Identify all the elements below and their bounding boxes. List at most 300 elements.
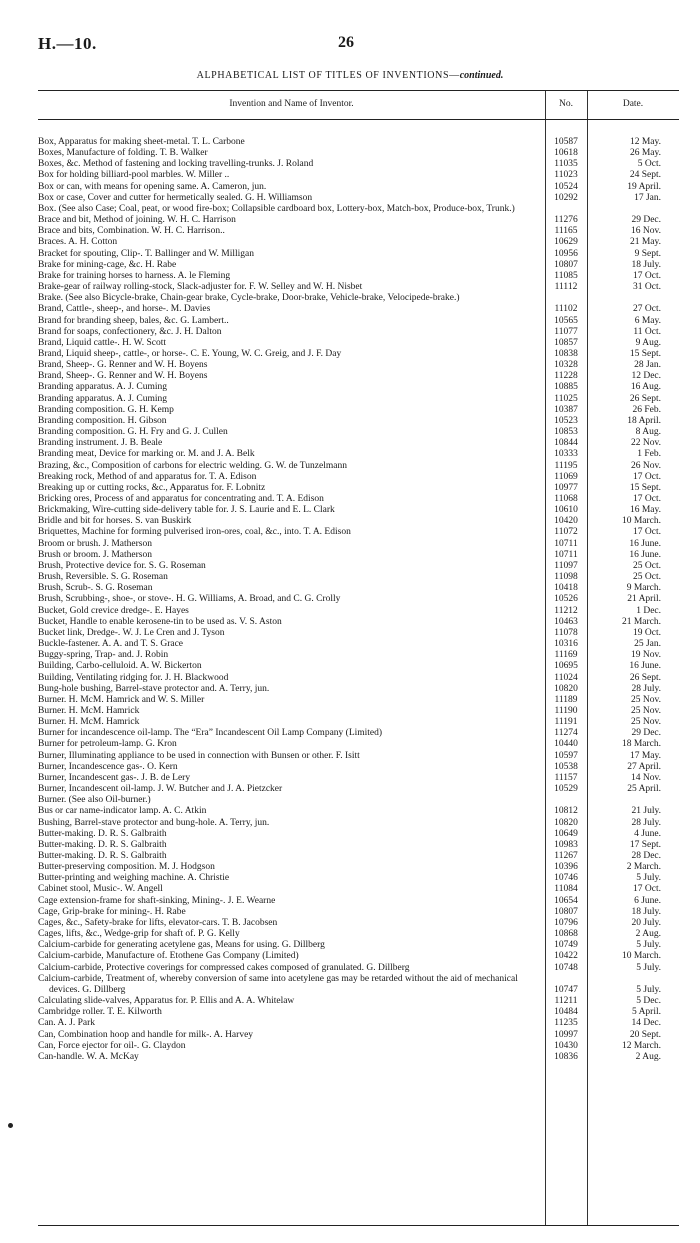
patent-date: 17 May. xyxy=(629,750,661,761)
patent-number: 11085 xyxy=(554,270,578,281)
patent-date: 5 April. xyxy=(631,1007,661,1018)
patent-date: 17 Oct. xyxy=(633,884,661,895)
patent-date: 6 June. xyxy=(634,895,661,906)
table-row xyxy=(38,561,679,572)
patent-date: 12 May. xyxy=(629,137,661,147)
patent-date: 28 July. xyxy=(631,817,661,828)
table-row xyxy=(38,282,679,293)
invention-title: Bucket link, Dredge-. W. J. Le Cren and J. Tyson xyxy=(38,627,225,638)
inventions-table xyxy=(38,90,679,1226)
table-row xyxy=(38,840,679,851)
table-row xyxy=(38,1007,679,1018)
patent-date: 25 Nov. xyxy=(631,717,661,728)
patent-number: 11165 xyxy=(554,226,578,237)
patent-number: 11191 xyxy=(554,717,578,728)
invention-title: Box or can, with means for opening same. A. Cameron, jun. xyxy=(38,181,267,192)
table-row xyxy=(38,271,679,282)
patent-number: 11098 xyxy=(554,572,578,583)
patent-number: 11211 xyxy=(554,996,578,1007)
invention-title: Breaking rock, Method of and apparatus for. T. A. Edison xyxy=(38,471,257,482)
patent-date: 20 Sept. xyxy=(629,1029,661,1040)
invention-title: Brand, Liquid sheep-, cattle-, or horse-. C. E. Young, W. C. Greig, and J. F. Day xyxy=(38,348,342,359)
invention-title: Calculating slide-valves, Apparatus for. P. Ellis and A. A. Whitelaw xyxy=(38,996,295,1007)
patent-number: 11169 xyxy=(554,650,578,661)
table-row xyxy=(38,461,679,472)
table-row xyxy=(38,728,679,739)
patent-date: 15 Sept. xyxy=(629,482,661,493)
table-row xyxy=(38,773,679,784)
invention-title: Burner for incandescence oil-lamp. The “Era” Incandescent Oil Lamp Company (Limited) xyxy=(38,728,383,739)
table-row xyxy=(38,706,679,717)
patent-date: 6 May. xyxy=(634,315,661,326)
table-row xyxy=(38,606,679,617)
column-header-no: No. xyxy=(559,99,573,109)
column-header-invention: Invention and Name of Inventor. xyxy=(229,99,354,109)
patent-date: 5 July. xyxy=(636,940,661,951)
table-row xyxy=(38,684,679,695)
table-row xyxy=(38,204,679,215)
table-row xyxy=(38,795,679,806)
patent-number: 10328 xyxy=(554,360,578,371)
invention-title: Can. A. J. Park xyxy=(38,1018,95,1029)
invention-title: Bracket for spouting, Clip-. T. Ballinger and W. Milligan xyxy=(38,248,255,259)
invention-title: Burner, Incandescent oil-lamp. J. W. Butcher and J. A. Pietzcker xyxy=(38,784,283,795)
patent-date: 26 May. xyxy=(629,148,661,159)
patent-number: 10610 xyxy=(554,505,578,516)
table-row xyxy=(38,907,679,918)
patent-date: 17 Oct. xyxy=(633,527,661,538)
patent-number: 11235 xyxy=(554,1018,578,1029)
patent-date: 17 Oct. xyxy=(633,494,661,504)
patent-number: 10587 xyxy=(554,137,578,147)
invention-title: Branding composition. G. H. Kemp xyxy=(38,404,174,415)
patent-number: 10747 xyxy=(554,984,578,995)
invention-title: Brush, Scrubbing-, shoe-, or stove-. H. G. Williams, A. Broad, and C. G. Crolly xyxy=(38,594,341,605)
patent-number: 10983 xyxy=(554,839,578,850)
table-row xyxy=(38,717,679,728)
invention-title: Cages, &c., Safety-brake for lifts, elevator-cars. T. B. Jacobsen xyxy=(38,917,278,928)
invention-title: Brake for mining-cage, &c. H. Rabe xyxy=(38,259,177,270)
table-body xyxy=(38,137,679,1063)
patent-date: 16 June. xyxy=(629,549,661,560)
table-row xyxy=(38,1041,679,1052)
invention-title: Box or case, Cover and cutter for hermetically sealed. G. H. Williamson xyxy=(38,192,313,203)
table-row xyxy=(38,527,679,538)
invention-title: Can-handle. W. A. McKay xyxy=(38,1051,139,1062)
invention-title: Brake for training horses to harness. A. le Fleming xyxy=(38,270,231,281)
invention-title: Branding meat, Device for marking or. M. and J. A. Belk xyxy=(38,449,255,460)
invention-title: Cage extension-frame for shaft-sinking, Mining-. J. E. Wearne xyxy=(38,895,276,906)
table-row xyxy=(38,873,679,884)
patent-date: 12 March. xyxy=(621,1040,661,1051)
invention-title: Brush, Protective device for. S. G. Roseman xyxy=(38,560,206,571)
invention-title: Cambridge roller. T. E. Kilworth xyxy=(38,1007,162,1018)
table-row xyxy=(38,661,679,672)
patent-date: 9 Sept. xyxy=(634,248,661,259)
page-number: 26 xyxy=(338,34,354,51)
patent-number: 11212 xyxy=(554,605,578,616)
patent-date: 29 Dec. xyxy=(631,728,661,739)
patent-date: 15 Sept. xyxy=(629,348,661,359)
invention-title: Breaking up or cutting rocks, &c., Apparatus for. F. Lobnitz xyxy=(38,482,266,493)
invention-title: Building, Carbo-celluloid. A. W. Bickerton xyxy=(38,661,202,672)
invention-title: Bung-hole bushing, Barrel-stave protector and. A. Terry, jun. xyxy=(38,683,270,694)
table-row xyxy=(38,996,679,1007)
invention-title: Broom or brush. J. Matherson xyxy=(38,538,152,549)
patent-number: 10526 xyxy=(554,594,578,605)
patent-number: 10836 xyxy=(554,1051,578,1062)
patent-date: 1 Dec. xyxy=(636,605,661,616)
patent-date: 19 Nov. xyxy=(631,650,661,661)
invention-title: Calcium-carbide, Manufacture of. Etothene Gas Company (Limited) xyxy=(38,951,299,962)
table-row xyxy=(38,316,679,327)
patent-date: 9 Aug. xyxy=(635,337,661,348)
patent-number: 11084 xyxy=(554,884,578,895)
invention-title: Bridle and bit for horses. S. van Buskirk xyxy=(38,516,192,527)
patent-date: 5 July. xyxy=(636,962,661,973)
patent-number: 11023 xyxy=(554,170,578,181)
patent-number: 11097 xyxy=(554,560,578,571)
patent-date: 14 Dec. xyxy=(631,1018,661,1029)
patent-number: 11035 xyxy=(554,159,578,170)
table-row xyxy=(38,405,679,416)
patent-date: 9 March. xyxy=(626,583,661,594)
table-row xyxy=(38,159,679,170)
invention-title: Calcium-carbide for generating acetylene gas, Means for using. G. Dillberg xyxy=(38,940,325,951)
patent-date: 25 Nov. xyxy=(631,694,661,705)
invention-title: Box. (See also Case; Coal, peat, or wood fire-box; Collapsible cardboard box, Lottery-box, Match-box, Produce-box, Trunk.) xyxy=(38,203,515,214)
patent-number: 11157 xyxy=(554,772,578,783)
table-row xyxy=(38,896,679,907)
patent-date: 16 June. xyxy=(629,661,661,672)
invention-title: Brush or broom. J. Matherson xyxy=(38,549,152,560)
table-row xyxy=(38,963,679,974)
patent-date: 28 Dec. xyxy=(631,851,661,861)
patent-date: 1 Feb. xyxy=(637,449,661,460)
patent-date: 10 March. xyxy=(621,516,661,527)
invention-title: Boxes, &c. Method of fastening and locking travelling-trunks. J. Roland xyxy=(38,159,314,170)
patent-number: 11195 xyxy=(554,460,578,471)
patent-number: 11024 xyxy=(554,672,578,683)
table-row xyxy=(38,829,679,840)
invention-title: Cabinet stool, Music-. W. Angell xyxy=(38,884,163,895)
patent-date: 22 Nov. xyxy=(631,438,661,449)
patent-number: 10807 xyxy=(554,259,578,270)
list-title-continued: continued. xyxy=(459,70,504,81)
table-row xyxy=(38,572,679,583)
patent-number: 10430 xyxy=(554,1040,578,1051)
patent-number: 10807 xyxy=(554,906,578,917)
patent-number: 10838 xyxy=(554,348,578,359)
patent-date: 21 March. xyxy=(621,616,661,627)
invention-title: Branding composition. G. H. Fry and G. J. Cullen xyxy=(38,427,228,438)
margin-bullet-mark xyxy=(8,1123,13,1128)
patent-number: 10333 xyxy=(554,449,578,460)
table-row xyxy=(38,449,679,460)
table-row xyxy=(38,193,679,204)
invention-title: Building, Ventilating ridging for. J. H. Blackwood xyxy=(38,672,229,683)
patent-date: 16 June. xyxy=(629,538,661,549)
column-header-date: Date. xyxy=(622,99,644,109)
table-row xyxy=(38,639,679,650)
invention-title: Brush, Reversible. S. G. Roseman xyxy=(38,572,168,583)
table-row xyxy=(38,974,679,996)
invention-title: Butter-printing and weighing machine. A. Christie xyxy=(38,873,230,884)
table-row xyxy=(38,226,679,237)
invention-title: Box, Apparatus for making sheet-metal. T. L. Carbone xyxy=(38,137,245,147)
invention-title: Buggy-spring, Trap- and. J. Robin xyxy=(38,650,169,661)
patent-date: 18 July. xyxy=(631,906,661,917)
table-row xyxy=(38,427,679,438)
patent-date: 12 Dec. xyxy=(631,371,661,382)
patent-date: 21 July. xyxy=(631,806,661,817)
table-row xyxy=(38,695,679,706)
table-row xyxy=(38,382,679,393)
table-row xyxy=(38,293,679,304)
patent-number: 10629 xyxy=(554,237,578,248)
table-row xyxy=(38,483,679,494)
invention-title: Box for holding billiard-pool marbles. W. Miller .. xyxy=(38,170,230,181)
patent-date: 28 Jan. xyxy=(634,360,661,371)
table-row xyxy=(38,416,679,427)
invention-title: Burner. H. McM. Hamrick xyxy=(38,717,140,728)
table-row xyxy=(38,505,679,516)
invention-title: Calcium-carbide, Protective coverings for compressed cakes composed of granulated. G. Dillberg xyxy=(38,962,410,973)
patent-date: 2 Aug. xyxy=(635,929,661,940)
invention-title: Branding apparatus. A. J. Cuming xyxy=(38,382,168,393)
table-row xyxy=(38,438,679,449)
patent-number: 10820 xyxy=(554,817,578,828)
table-row xyxy=(38,1030,679,1041)
patent-number: 10316 xyxy=(554,639,578,650)
patent-number: 11102 xyxy=(554,304,578,315)
table-row xyxy=(38,215,679,226)
table-row xyxy=(38,951,679,962)
patent-number: 10711 xyxy=(554,549,578,560)
patent-number: 10812 xyxy=(554,806,578,817)
table-row xyxy=(38,851,679,862)
patent-number: 11078 xyxy=(554,627,578,638)
table-row xyxy=(38,929,679,940)
table-row xyxy=(38,1018,679,1029)
invention-title: Branding apparatus. A. J. Cuming xyxy=(38,393,168,404)
invention-title: Bucket, Gold crevice dredge-. E. Hayes xyxy=(38,605,189,616)
invention-title: Buckle-fastener. A. A. and T. S. Grace xyxy=(38,639,184,650)
patent-number: 11069 xyxy=(554,471,578,482)
table-row xyxy=(38,338,679,349)
invention-title: Butter-preserving composition. M. J. Hodgson xyxy=(38,862,215,873)
patent-date: 25 Oct. xyxy=(633,560,661,571)
patent-number: 11190 xyxy=(554,705,578,716)
patent-date: 19 Oct. xyxy=(633,627,661,638)
patent-number: 10796 xyxy=(554,917,578,928)
table-row xyxy=(38,360,679,371)
patent-number: 10857 xyxy=(554,337,578,348)
patent-date: 29 Dec. xyxy=(631,215,661,226)
patent-number: 10440 xyxy=(554,739,578,750)
table-row xyxy=(38,818,679,829)
patent-number: 10749 xyxy=(554,940,578,951)
patent-date: 16 Nov. xyxy=(631,226,661,237)
invention-title: Brake. (See also Bicycle-brake, Chain-gear brake, Cycle-brake, Door-brake, Vehicle-brake, Velocipede-brake.) xyxy=(38,293,460,304)
table-row xyxy=(38,249,679,260)
patent-number: 11276 xyxy=(554,215,578,226)
invention-title: Brace and bits, Combination. W. H. C. Harrison.. xyxy=(38,226,225,237)
table-row xyxy=(38,182,679,193)
invention-title: Brand, Liquid cattle-. H. W. Scott xyxy=(38,337,166,348)
invention-title: Brazing, &c., Composition of carbons for electric welding. G. W. de Tunzelmann xyxy=(38,460,347,471)
table-row xyxy=(38,617,679,628)
patent-date: 17 Oct. xyxy=(633,270,661,281)
patent-number: 10618 xyxy=(554,148,578,159)
invention-title: Burner. (See also Oil-burner.) xyxy=(38,795,151,806)
patent-number: 10396 xyxy=(554,862,578,873)
table-row xyxy=(38,550,679,561)
patent-number: 10746 xyxy=(554,873,578,884)
patent-number: 10748 xyxy=(554,962,578,973)
table-row xyxy=(38,516,679,527)
patent-number: 10711 xyxy=(554,538,578,549)
table-row xyxy=(38,472,679,483)
invention-title: Burner. H. McM. Hamrick and W. S. Miller xyxy=(38,694,205,705)
invention-title: Brace and bit, Method of joining. W. H. C. Harrison xyxy=(38,215,236,226)
patent-number: 10844 xyxy=(554,438,578,449)
table-row xyxy=(38,304,679,315)
patent-number: 10418 xyxy=(554,583,578,594)
patent-date: 25 April. xyxy=(627,784,661,795)
invention-title: Burner, Incandescent gas-. J. B. de Lery xyxy=(38,772,191,783)
patent-number: 10463 xyxy=(554,616,578,627)
table-row xyxy=(38,806,679,817)
patent-date: 17 Jan. xyxy=(634,192,661,203)
table-row xyxy=(38,594,679,605)
invention-title: Brand, Cattle-, sheep-, and horse-. M. Davies xyxy=(38,304,211,315)
patent-number: 10565 xyxy=(554,315,578,326)
patent-date: 4 June. xyxy=(634,828,661,839)
invention-title: Brand, Sheep-. G. Renner and W. H. Boyens xyxy=(38,371,208,382)
table-row xyxy=(38,371,679,382)
invention-title: Burner, Incandescence gas-. O. Kern xyxy=(38,761,178,772)
table-row xyxy=(38,137,679,148)
patent-date: 17 Sept. xyxy=(629,839,661,850)
patent-date: 25 Oct. xyxy=(633,572,661,583)
patent-date: 5 Oct. xyxy=(637,159,661,170)
table-row xyxy=(38,170,679,181)
patent-number: 10420 xyxy=(554,516,578,527)
patent-number: 10977 xyxy=(554,482,578,493)
patent-date: 5 Dec. xyxy=(636,996,661,1007)
invention-title: Bucket, Handle to enable kerosene-tin to be used as. V. S. Aston xyxy=(38,616,282,627)
table-row xyxy=(38,394,679,405)
patent-date: 16 May. xyxy=(629,505,661,516)
invention-title: Branding instrument. J. B. Beale xyxy=(38,438,163,449)
patent-date: 10 March. xyxy=(621,951,661,962)
invention-title: Branding composition. H. Gibson xyxy=(38,415,167,426)
patent-number: 10524 xyxy=(554,181,578,192)
table-row xyxy=(38,918,679,929)
patent-number: 11068 xyxy=(554,494,578,504)
patent-date: 2 Aug. xyxy=(635,1051,661,1062)
invention-title: Bushing, Barrel-stave protector and bung-hole. A. Terry, jun. xyxy=(38,817,270,828)
patent-date: 28 July. xyxy=(631,683,661,694)
patent-number: 10695 xyxy=(554,661,578,672)
patent-number: 11112 xyxy=(554,282,578,293)
patent-number: 10523 xyxy=(554,415,578,426)
invention-title: Brickmaking, Wire-cutting side-delivery table for. J. S. Laurie and E. L. Clark xyxy=(38,505,335,516)
patent-number: 10387 xyxy=(554,404,578,415)
invention-title: Boxes, Manufacture of folding. T. B. Walker xyxy=(38,148,208,159)
patent-date: 11 Oct. xyxy=(633,326,661,337)
invention-title: Burner. H. McM. Hamrick xyxy=(38,705,140,716)
patent-number: 10997 xyxy=(554,1029,578,1040)
patent-number: 10484 xyxy=(554,1007,578,1018)
invention-title: Can, Combination hoop and handle for milk-. A. Harvey xyxy=(38,1029,254,1040)
invention-title: Calcium-carbide, Treatment of, whereby conversion of same into acetylene gas may be retarded without the aid of mechanical devices. G. Dillberg xyxy=(38,973,518,995)
invention-title: Brand for branding sheep, bales, &c. G. Lambert.. xyxy=(38,315,229,326)
patent-date: 26 Sept. xyxy=(629,393,661,404)
patent-number: 11025 xyxy=(554,393,578,404)
patent-date: 5 July. xyxy=(636,873,661,884)
patent-number: 11189 xyxy=(554,694,578,705)
table-row xyxy=(38,940,679,951)
table-row xyxy=(38,539,679,550)
table-header-row xyxy=(38,91,679,120)
patent-number: 11072 xyxy=(554,527,578,538)
patent-number: 10956 xyxy=(554,248,578,259)
table-row xyxy=(38,739,679,750)
patent-number: 10885 xyxy=(554,382,578,393)
invention-title: Burner, Illuminating appliance to be used in connection with Bunsen or other. F. Isitt xyxy=(38,750,360,761)
invention-title: Cage, Grip-brake for mining-. H. Rabe xyxy=(38,906,186,917)
patent-date: 27 April. xyxy=(627,761,661,772)
table-row xyxy=(38,148,679,159)
patent-date: 19 April. xyxy=(627,181,661,192)
invention-title: Bricking ores, Process of and apparatus for concentrating and. T. A. Edison xyxy=(38,494,324,504)
patent-number: 10538 xyxy=(554,761,578,772)
table-row xyxy=(38,349,679,360)
table-row xyxy=(38,628,679,639)
patent-date: 18 March. xyxy=(621,739,661,750)
patent-date: 8 Aug. xyxy=(635,427,661,438)
patent-date: 27 Oct. xyxy=(633,304,661,315)
patent-number: 10654 xyxy=(554,895,578,906)
patent-date: 25 Nov. xyxy=(631,705,661,716)
patent-number: 11077 xyxy=(554,326,578,337)
invention-title: Butter-making. D. R. S. Galbraith xyxy=(38,828,167,839)
patent-date: 26 Sept. xyxy=(629,672,661,683)
table-row xyxy=(38,784,679,795)
patent-date: 20 July. xyxy=(631,917,661,928)
invention-title: Burner for petroleum-lamp. G. Kron xyxy=(38,739,177,750)
document-series: H.—10. xyxy=(38,34,97,53)
patent-number: 10422 xyxy=(554,951,578,962)
invention-title: Brand for soaps, confectionery, &c. J. H. Dalton xyxy=(38,326,222,337)
patent-date: 18 April. xyxy=(627,415,661,426)
patent-date: 25 Jan. xyxy=(634,639,661,650)
invention-title: Brake-gear of railway rolling-stock, Slack-adjuster for. F. W. Selley and W. H. Nisbet xyxy=(38,282,363,293)
table-row xyxy=(38,884,679,895)
invention-title: Braces. A. H. Cotton xyxy=(38,237,118,248)
patent-date: 26 Feb. xyxy=(632,404,661,415)
patent-number: 10820 xyxy=(554,683,578,694)
patent-date: 14 Nov. xyxy=(631,772,661,783)
patent-number: 10597 xyxy=(554,750,578,761)
table-row xyxy=(38,1052,679,1063)
patent-number: 11267 xyxy=(554,851,578,861)
patent-date: 2 March. xyxy=(626,862,661,873)
table-row xyxy=(38,327,679,338)
invention-title: Cages, lifts, &c., Wedge-grip for shaft of. P. G. Kelly xyxy=(38,929,240,940)
